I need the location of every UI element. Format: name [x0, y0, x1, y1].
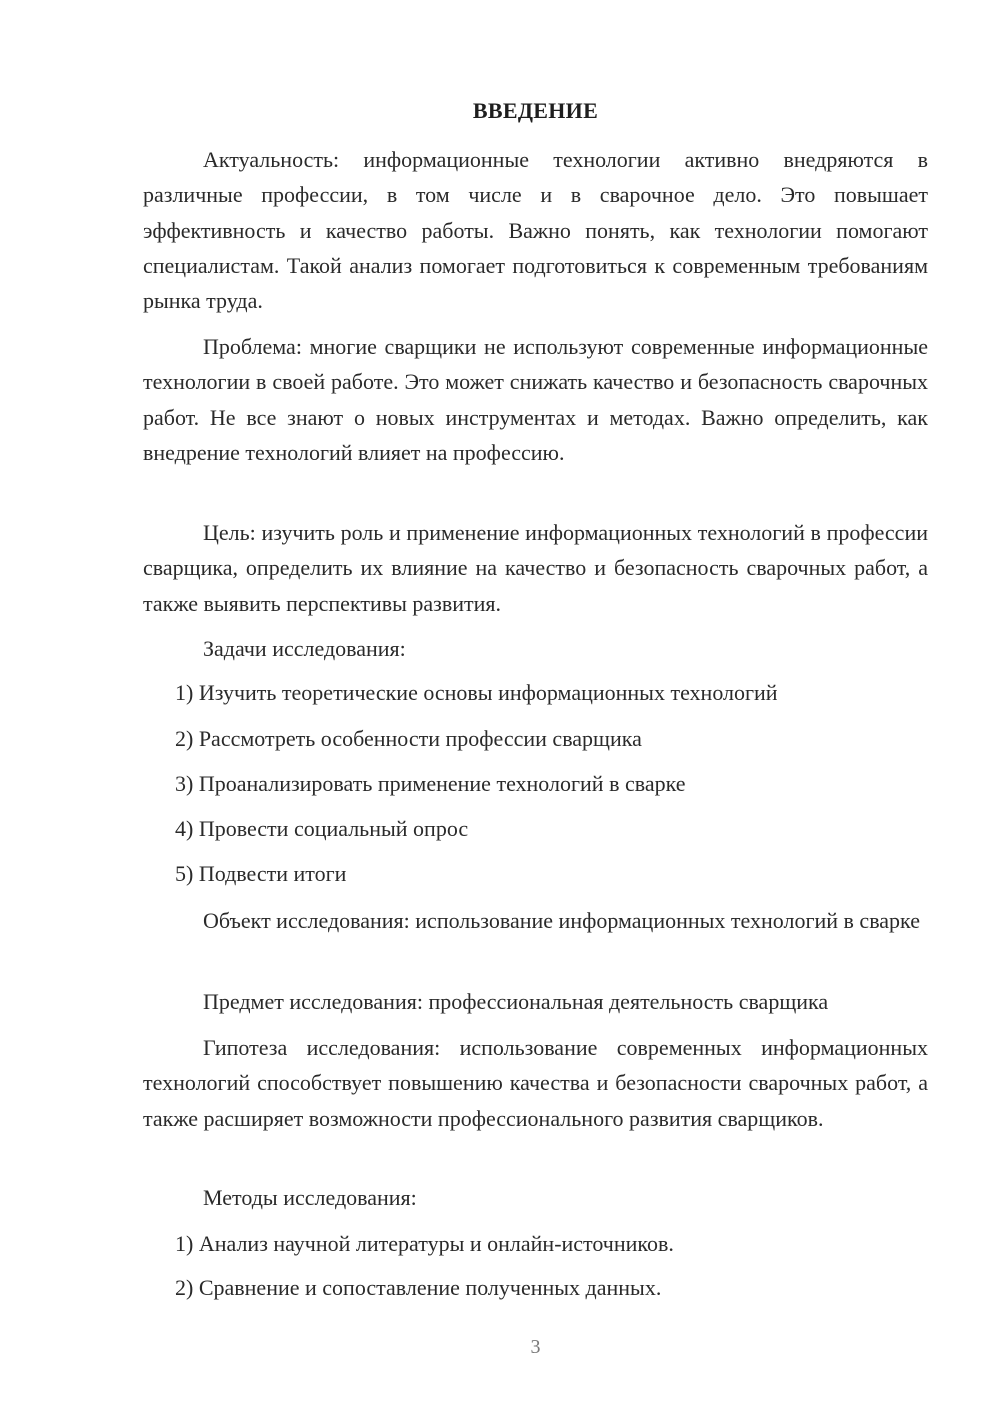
page-number: 3: [530, 1336, 541, 1358]
object-paragraph: Объект исследования: использование информационных технологий в сварке: [203, 908, 920, 933]
tasks-heading: Задачи исследования:: [203, 636, 406, 661]
subject-paragraph: Предмет исследования: профессиональная деятельность сварщика: [203, 989, 829, 1014]
goal-paragraph: Цель: изучить роль и применение информационных технологий в профессии сварщика, определить их влияние на качество и безопасность сварочных работ, а также выявить перспективы развития.: [143, 520, 928, 616]
task-item: 5) Подвести итоги: [175, 861, 347, 886]
section-title: ВВЕДЕНИЕ: [472, 98, 599, 123]
problem-paragraph: Проблема: многие сварщики не используют современные информационные технологии в своей работе. Это может снижать качество и безопасность сварочных работ. Не все знают о новых инструментах и методах. Важно определить, как внедрение технологий влияет на профессию.: [143, 334, 928, 465]
task-item: 3) Проанализировать применение технологий в сварке: [175, 771, 686, 796]
task-item: 2) Рассмотреть особенности профессии сварщика: [175, 726, 642, 751]
method-item: 2) Сравнение и сопоставление полученных данных.: [175, 1275, 662, 1300]
document-page: [143, 0, 928, 1414]
task-item: 1) Изучить теоретические основы информационных технологий: [175, 680, 778, 705]
hypothesis-paragraph: Гипотеза исследования: использование современных информационных технологий способствует повышению качества и безопасности сварочных работ, а также расширяет возможности профессионального развития сварщиков.: [143, 1035, 928, 1131]
method-item: 1) Анализ научной литературы и онлайн-источников.: [175, 1231, 674, 1256]
task-item: 4) Провести социальный опрос: [175, 816, 469, 841]
relevance-paragraph: Актуальность: информационные технологии активно внедряются в различные профессии, в том числе и в сварочное дело. Это повышает эффективность и качество работы. Важно понять, как технологии помогают специалистам. Такой анализ помогает подготовиться к современным требованиям рынка труда.: [143, 147, 928, 314]
methods-heading: Методы исследования:: [203, 1185, 417, 1210]
